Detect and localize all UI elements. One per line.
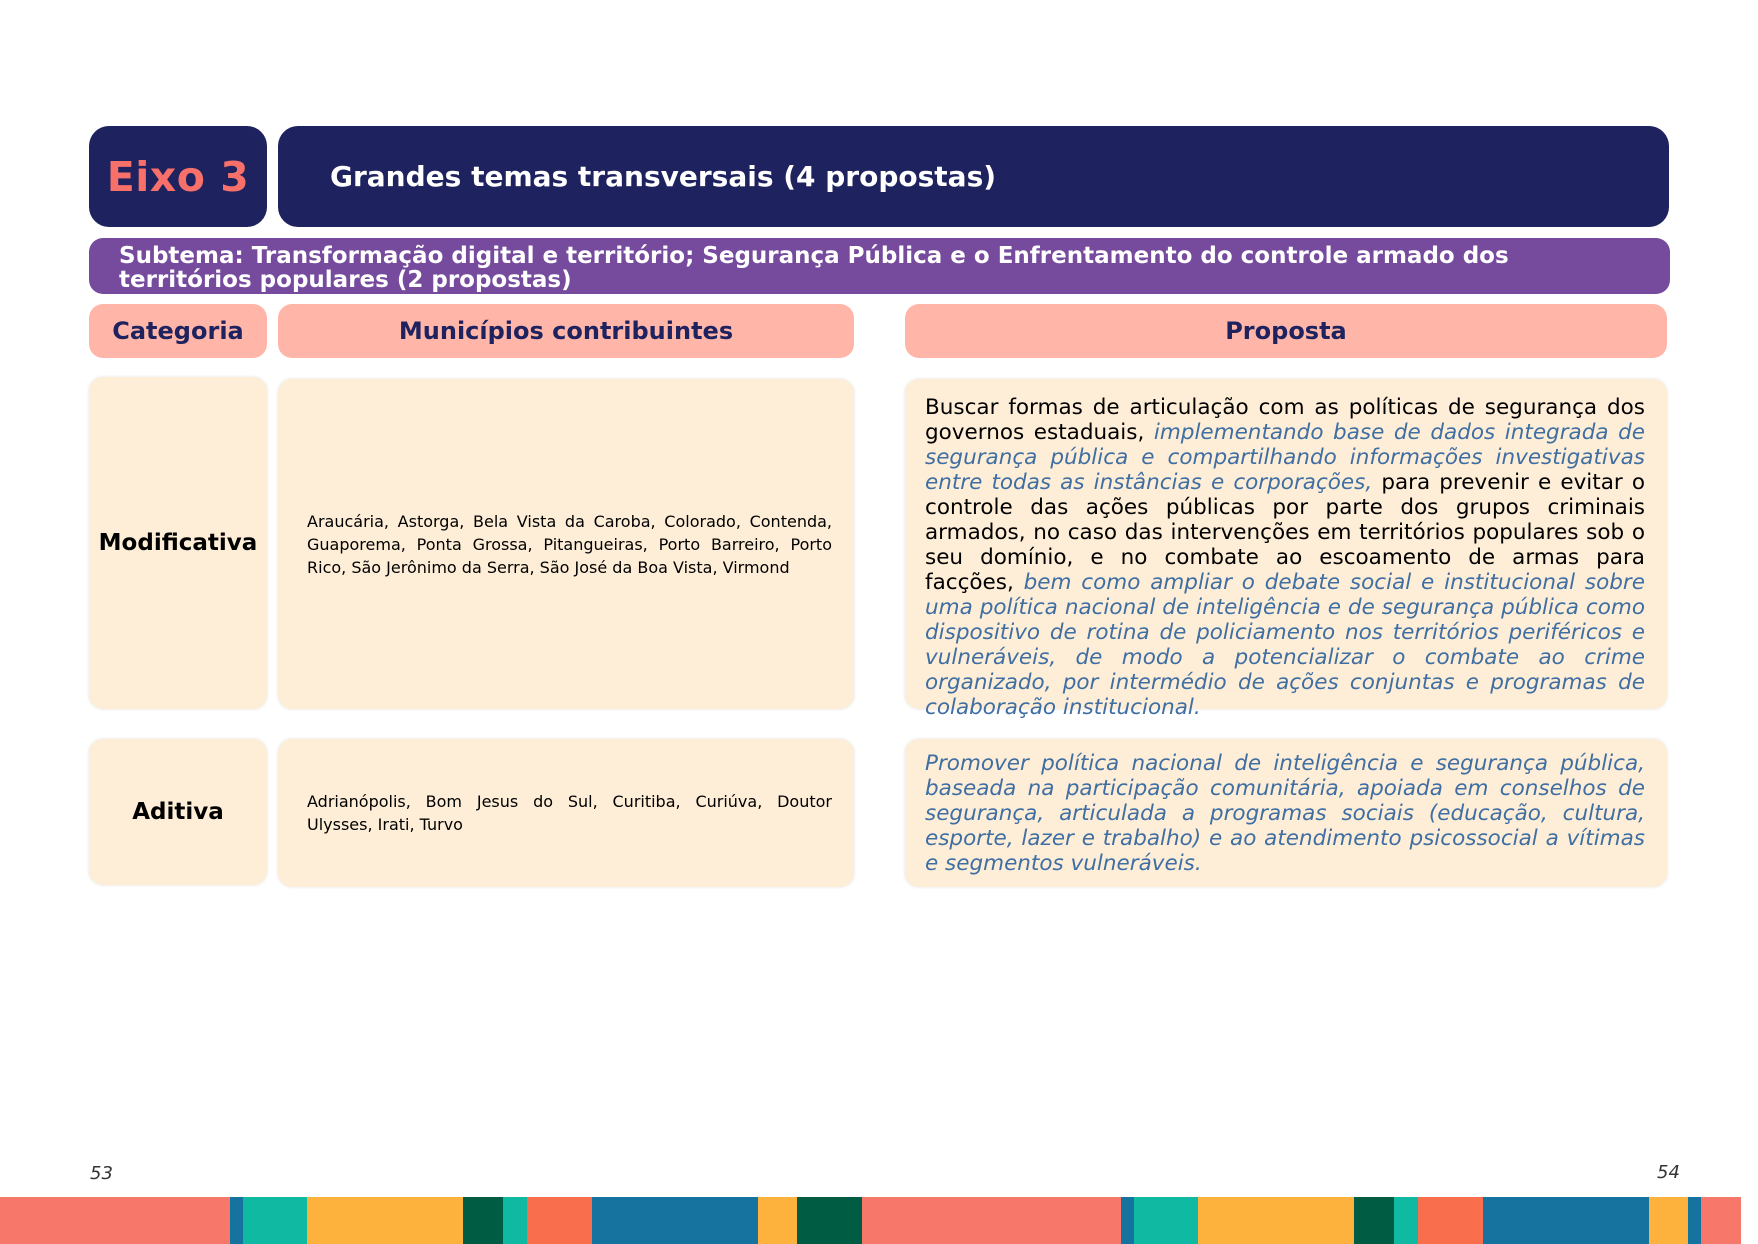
subtheme-bar — [89, 238, 1670, 294]
stripe-segment — [243, 1197, 307, 1244]
column-header-categoria: Categoria — [89, 304, 267, 358]
stripe-segment — [1483, 1197, 1649, 1244]
stripe-segment — [1394, 1197, 1418, 1244]
row-1-proposal-cell — [905, 379, 1667, 720]
decorative-color-stripe — [0, 1197, 1758, 1244]
theme-title-bar — [278, 126, 1669, 227]
column-header-municipios: Municípios contribuintes — [278, 304, 854, 358]
row-1-proposal-part-2: implementando base de dados integrada de segurança pública e compartilhando informações investigativas entre todas as instâncias e corporações, — [925, 420, 1645, 495]
stripe-segment — [1418, 1197, 1483, 1244]
theme-title: Grandes temas transversais (4 propostas) — [330, 160, 997, 193]
axis-badge — [89, 126, 267, 227]
page-number-right: 54 — [1657, 1162, 1680, 1183]
stripe-segment — [1134, 1197, 1198, 1244]
row-2-category: Aditiva — [89, 739, 267, 885]
row-2-proposal-cell — [905, 739, 1667, 887]
page-number-left: 53 — [90, 1163, 113, 1184]
row-2-municipalities-cell — [278, 739, 854, 887]
row-1-proposal — [925, 395, 1645, 720]
row-2-municipalities: Adrianópolis, Bom Jesus do Sul, Curitiba, Curiúva, Doutor Ulysses, Irati, Turvo — [307, 792, 832, 834]
stripe-segment — [307, 1197, 463, 1244]
stripe-segment — [797, 1197, 862, 1244]
row-1-municipalities-cell — [278, 379, 854, 709]
stripe-segment — [1121, 1197, 1134, 1244]
stripe-segment — [1354, 1197, 1394, 1244]
stripe-segment — [527, 1197, 592, 1244]
stripe-segment — [503, 1197, 527, 1244]
row-2-proposal: Promover política nacional de inteligência e segurança pública, baseada na participação comunitária, apoiada em conselhos de segurança, articulada a programas sociais (educação, cultura, esporte, lazer e trabalho) e ao atendimento psicossocial a vítimas e segmentos vulneráveis. — [925, 751, 1645, 876]
stripe-segment — [1198, 1197, 1354, 1244]
column-header-proposta: Proposta — [905, 304, 1667, 358]
stripe-segment — [230, 1197, 243, 1244]
stripe-segment — [1649, 1197, 1688, 1244]
subtheme-title: Subtema: Transformação digital e território; Segurança Pública e o Enfrentamento do controle armado dos territórios populares (2 propostas) — [119, 243, 1509, 293]
row-1-proposal-part-3: para prevenir e evitar o controle das ações públicas por parte dos grupos criminais armados, no caso das intervenções em territórios populares sob o seu domínio, e no combate ao escoamento de armas para facções, — [925, 470, 1645, 595]
stripe-segment — [758, 1197, 797, 1244]
axis-label: Eixo 3 — [106, 152, 250, 201]
row-1-proposal-part-1: Buscar formas de articulação com as políticas de segurança dos governos estaduais, — [925, 395, 1645, 445]
stripe-segment — [862, 1197, 1121, 1244]
row-1-proposal-part-4: bem como ampliar o debate social e institucional sobre uma política nacional de inteligência e de segurança pública como dispositivo de rotina de policiamento nos territórios periféricos e vulneráveis, de modo a potencializar o combate ao crime organizado, por intermédio de ações conjuntas e programas de colaboração institucional. — [925, 570, 1645, 720]
stripe-segment — [463, 1197, 503, 1244]
stripe-segment — [592, 1197, 758, 1244]
row-1-category: Modificativa — [89, 377, 267, 709]
stripe-segment — [0, 1197, 230, 1244]
stripe-segment — [1701, 1197, 1741, 1244]
row-1-municipalities: Araucária, Astorga, Bela Vista da Caroba, Colorado, Contenda, Guaporema, Ponta Grossa, Pitangueiras, Porto Barreiro, Porto Rico, São Jerônimo da Serra, São José da Boa Vista, Virmond — [307, 511, 832, 577]
stripe-segment — [1688, 1197, 1701, 1244]
